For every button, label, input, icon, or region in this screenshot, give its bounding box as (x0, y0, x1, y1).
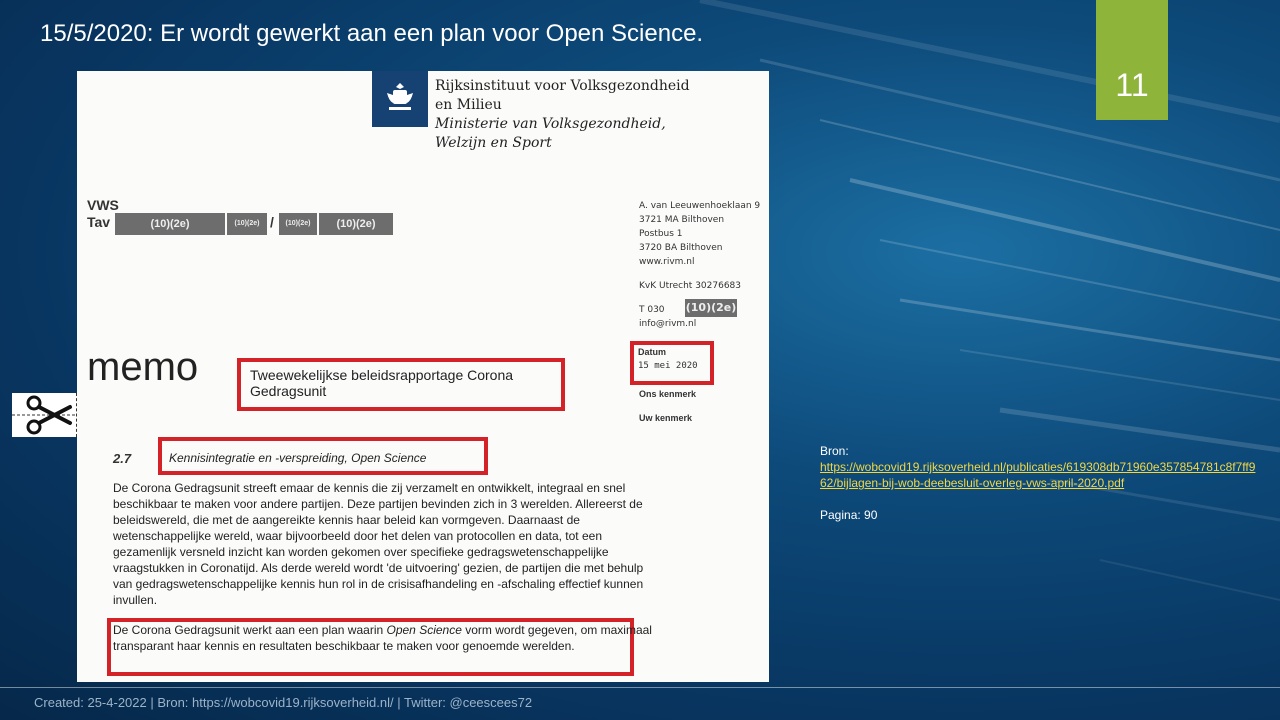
address-line: Postbus 1 (639, 229, 683, 239)
org-line-1: Rijksinstituut voor Volksgezondheid (435, 78, 690, 94)
memo-scan (77, 71, 769, 682)
memo-heading: memo (87, 345, 199, 389)
email-address: info@rivm.nl (639, 319, 697, 329)
redaction-box: (10)(2e) (115, 213, 225, 235)
organisation-name (435, 77, 690, 153)
address-line: www.rivm.nl (639, 257, 695, 267)
address-line: A. van Leeuwenhoeklaan 9 (639, 201, 761, 211)
source-page: Pagina: 90 (820, 508, 878, 522)
highlight-text-emphasis: Open Science (386, 623, 462, 637)
page-number: 11 (1115, 67, 1149, 103)
datum-value: 15 mei 2020 (638, 361, 698, 371)
phone-prefix: T 030 (639, 305, 665, 315)
recipient-separator: / (270, 214, 274, 230)
highlight-text-part-1: De Corona Gedragsunit werkt aan een plan waarin (113, 623, 387, 637)
uw-kenmerk-label: Uw kenmerk (639, 413, 693, 423)
phone-redaction: (10)(2e) (685, 299, 737, 317)
org-line-2: en Milieu (435, 97, 502, 113)
ministry-line-1: Ministerie van Volksgezondheid, (435, 116, 666, 132)
sender-address (639, 199, 760, 331)
address-line: 3720 BA Bilthoven (639, 243, 723, 253)
subject-line-1: Tweewekelijkse beleidsrapportage Corona (250, 367, 514, 383)
slide-title: 15/5/2020: Er wordt gewerkt aan een plan voor Open Science. (40, 20, 704, 47)
redaction-box: (10)(2e) (319, 213, 393, 235)
recipient-line-1: VWS (87, 197, 119, 213)
source-block (820, 443, 1260, 523)
redaction-box: (10)(2e) (227, 213, 267, 235)
kvk-number: KvK Utrecht 30276683 (639, 281, 741, 291)
recipient-line-2: Tav (87, 214, 111, 230)
footer-credits: Created: 25-4-2022 | Bron: https://wobcovid19.rijksoverheid.nl/ | Twitter: @ceescees72 (34, 695, 533, 710)
scissors-glyph (12, 393, 76, 437)
section-title: Kennisintegratie en -verspreiding, Open Science (169, 451, 427, 465)
ons-kenmerk-label: Ons kenmerk (639, 389, 697, 399)
open-science-paragraph (113, 622, 653, 654)
phone-line (639, 303, 760, 317)
datum-label: Datum (638, 347, 667, 357)
memo-subject (250, 367, 513, 399)
coat-of-arms-icon (384, 81, 416, 115)
memo-paragraph: De Corona Gedragsunit streeft emaar de kennis die zij verzamelt en ontwikkelt, integraal en snel beschikbaar te maken voor andere partijen. Deze partijen bevinden zich in 3 werelden. Allereerst de beleidswereld, die met de aangereikte kennis haar beleid kan vormgeven. Daarnaast de wetenschappelijke wereld, waar bijvoorbeeld door het delen van protocollen en data, tot een gezamenlijk versneld inzicht kan worden gekomen over specifieke gedragswetenschappelijke vraagstukken in Coronatijd. Als derde wereld wordt 'de uitvoering' gezien, de partijen die met behulp van gedragswetenschappelijke kennis hun rol in de crisisafhandeling en -afschaling effectief kunnen invullen. (113, 481, 644, 607)
ministry-line-2: Welzijn en Sport (435, 135, 552, 151)
footer-divider (0, 687, 1280, 688)
source-link[interactable]: https://wobcovid19.rijksoverheid.nl/publicaties/619308db71960e357854781c8f7ff962/bijlagen-bij-wob-deebesluit-overleg-vws-april-2020.pdf (820, 460, 1256, 490)
highlight-text-part-2: vorm wordt gegeven, om maximaal transparant haar kennis en resultaten beschikbaar te maken voor genoemde werelden. (113, 623, 652, 653)
subject-line-2: Gedragsunit (250, 383, 327, 399)
source-label: Bron: (820, 444, 849, 458)
scissors-icon (12, 393, 77, 437)
page-number-box (1096, 0, 1168, 120)
section-number: 2.7 (113, 451, 132, 466)
redaction-box: (10)(2e) (279, 213, 317, 235)
rijksoverheid-logo (372, 71, 428, 127)
address-line: 3721 MA Bilthoven (639, 215, 725, 225)
